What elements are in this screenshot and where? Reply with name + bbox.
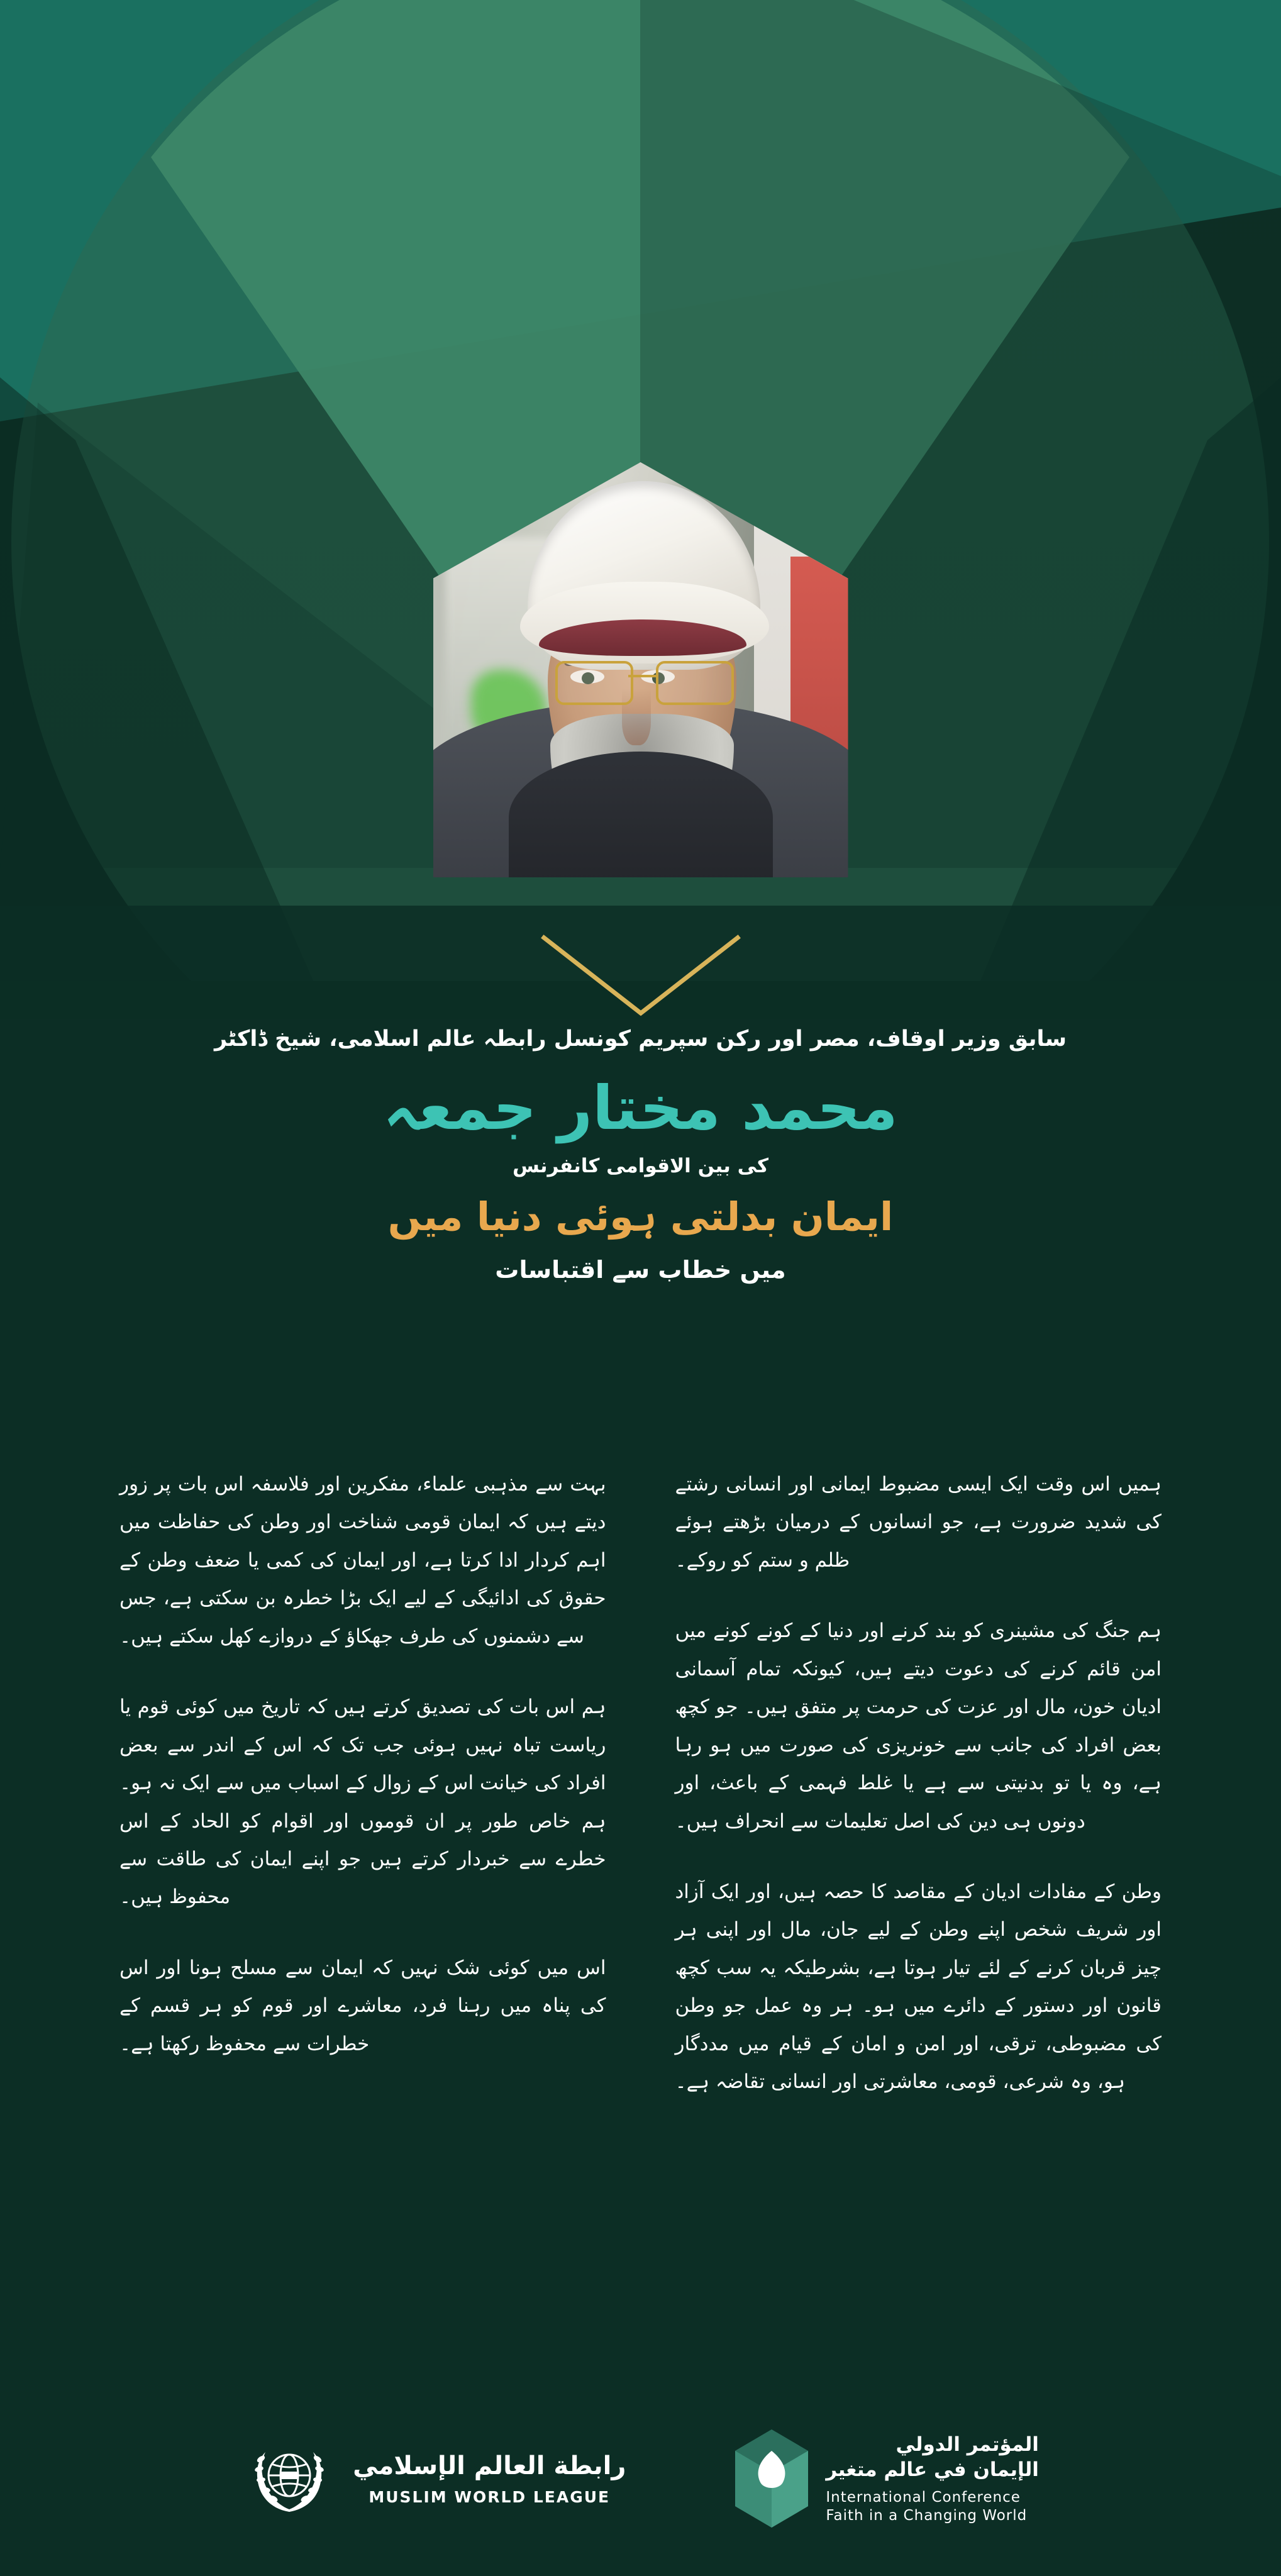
speaker-portrait bbox=[433, 462, 848, 877]
conference-english-line2: Faith in a Changing World bbox=[826, 2507, 1028, 2524]
gold-chevron-icon bbox=[540, 934, 741, 1022]
conference-logo-text bbox=[826, 2433, 1039, 2525]
conference-arabic-line2: الإيمان في عالم متغير bbox=[826, 2458, 1039, 2482]
footer-logos bbox=[0, 2419, 1281, 2538]
mwl-arabic: رابطة العالم الإسلامي bbox=[353, 2451, 626, 2480]
paragraph: ہم اس بات کی تصدیق کرتے ہیں کہ تاریخ میں کوئی قوم یا ریاست تباہ نہیں ہوئی جب تک کہ اس کے اندر سے بعض افراد کی خیانت اس کے زوال کے اسباب میں سے ایک نہ ہو۔ ہم خاص طور پر ان قوموں اور اقوام کو الحاد کے اس خطرے سے خبردار کرتے ہیں جو اپنے ایمان کی طاقت سے محفوظ ہیں۔ bbox=[119, 1696, 606, 1909]
conference-arabic-line1: المؤتمر الدولي bbox=[896, 2433, 1039, 2456]
paragraph: وطن کے مفادات ادیان کے مقاصد کا حصہ ہیں، اور ایک آزاد اور شریف شخص اپنے وطن کے لیے جان، مال اور اپنی ہر چیز قربان کرنے کے لئے تیار ہوتا ہے، بشرطیکہ یہ سب کچھ قانون اور دستور کے دائرے میں ہو۔ ہر وہ عمل جو وطن کی مضبوطی، ترقی، اور امن و امان کے قیام میں مددگار ہو، وہ شرعی، قومی، معاشرتی اور انسانی تقاضہ ہے۔ bbox=[675, 1880, 1162, 2094]
speaker-name: محمد مختار جمعہ bbox=[383, 1073, 898, 1144]
conference-title: ایمان بدلتی ہوئی دنیا میں bbox=[387, 1194, 894, 1240]
conference-prefix: کی بین الاقوامی کانفرنس bbox=[513, 1155, 768, 1178]
speaker-role-line: سابق وزیر اوقاف، مصر اور رکن سپریم کونسل رابطہ عالم اسلامی، شیخ ڈاکٹر bbox=[214, 1026, 1067, 1052]
hexagon-gem-icon bbox=[734, 2428, 809, 2529]
column-right bbox=[675, 1465, 1162, 2134]
paragraph: بہت سے مذہبی علماء، مفکرین اور فلاسفہ اس بات پر زور دیتے ہیں کہ ایمان قومی شناخت اور وطن کی حفاظت میں اہم کردار ادا کرتا ہے، اور ایمان کی کمی یا ضعف وطن کے حقوق کی ادائیگی کے لیے ایک بڑا خطرہ بن سکتی ہے، جس سے دشمنوں کی طرف جھکاؤ کے دروازے کھل سکتے ہیں۔ bbox=[119, 1473, 606, 1648]
photo-coat bbox=[509, 752, 773, 877]
mwl-english: MUSLIM WORLD LEAGUE bbox=[369, 2487, 611, 2506]
globe-wreath-icon bbox=[242, 2431, 336, 2526]
conference-english-line1: International Conference bbox=[826, 2489, 1021, 2506]
mwl-logo-text bbox=[353, 2451, 626, 2506]
glasses-lens-left bbox=[555, 661, 633, 705]
header-block bbox=[0, 1022, 1281, 1284]
glasses-bridge bbox=[628, 675, 658, 677]
column-left bbox=[119, 1465, 606, 2134]
portrait-frame bbox=[433, 462, 848, 877]
conference-logo bbox=[734, 2428, 1039, 2529]
paragraph: اس میں کوئی شک نہیں کہ ایمان سے مسلح ہونا اور اس کی پناہ میں رہنا فرد، معاشرے اور قوم کو ہر قسم کے خطرات سے محفوظ رکھتا ہے۔ bbox=[119, 1956, 606, 2055]
muslim-world-league-logo bbox=[242, 2431, 626, 2526]
glasses-lens-right bbox=[656, 661, 734, 705]
body-columns bbox=[119, 1465, 1162, 2134]
photo-glasses bbox=[550, 658, 739, 704]
quotes-label: میں خطاب سے اقتباسات bbox=[495, 1256, 786, 1284]
paragraph: ہم جنگ کی مشینری کو بند کرنے اور دنیا کے کونے کونے میں امن قائم کرنے کی دعوت دیتے ہیں، کیونکہ تمام آسمانی ادیان خون، مال اور عزت کی حرمت پر متفق ہیں۔ جو کچھ بعض افراد کی جانب سے خونریزی کی صورت میں ہو رہا ہے، وہ یا تو بدنیتی سے ہے یا غلط فہمی کے باعث، اور دونوں ہی دین کی اصل تعلیمات سے انحراف ہیں۔ bbox=[675, 1619, 1162, 1833]
portrait-photo bbox=[433, 462, 848, 877]
paragraph: ہمیں اس وقت ایک ایسی مضبوط ایمانی اور انسانی رشتے کی شدید ضرورت ہے، جو انسانوں کے درمیان بڑھتے ہوئے ظلم و ستم کو روکے۔ bbox=[675, 1473, 1162, 1572]
